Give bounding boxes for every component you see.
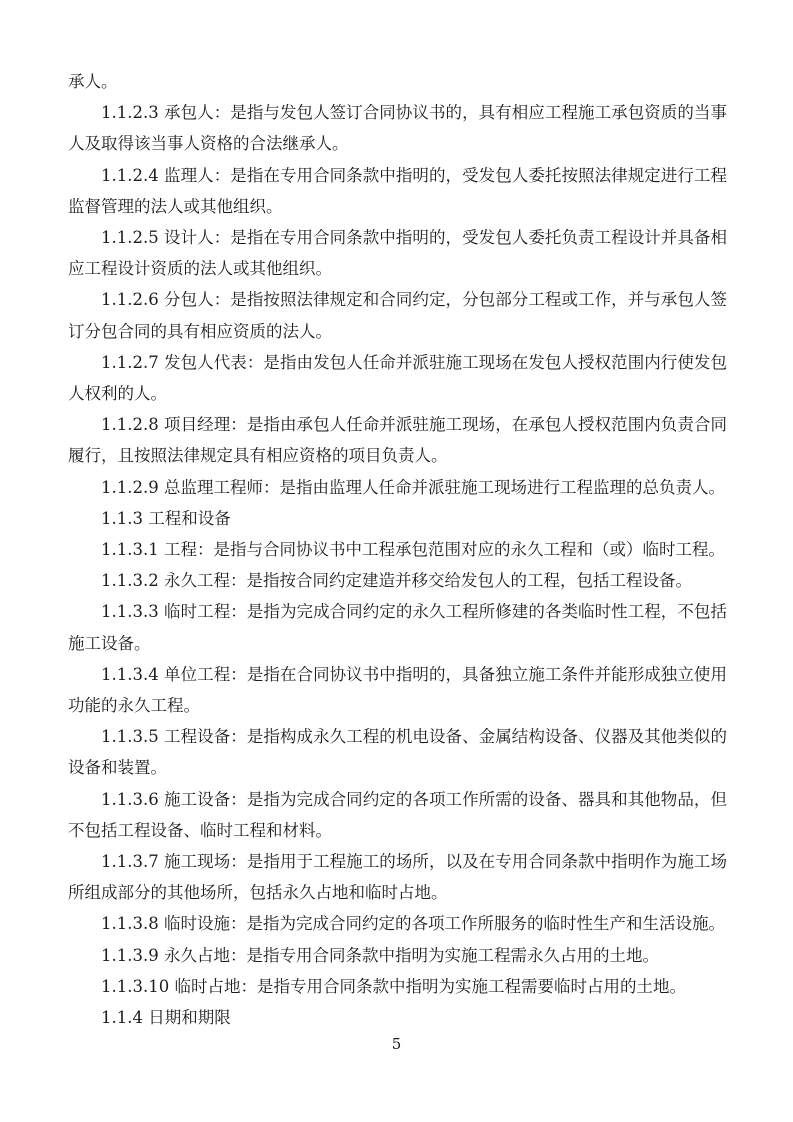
clause-1-1-3-2: 1.1.3.2 永久工程：是指按合同约定建造并移交给发包人的工程，包括工程设备。 [101, 571, 692, 591]
clause-1-1-2-4: 1.1.2.4 监理人：是指在专用合同条款中指明的，受发包人委托按照法律规定进行工程监督管理的法人或其他组织。 [68, 165, 727, 216]
clause-1-1-3-4: 1.1.3.4 单位工程：是指在合同协议书中指明的，具备独立施工条件并能形成独立使用功能的永久工程。 [68, 664, 727, 716]
clause-1-1-2-9: 1.1.2.9 总监理工程师：是指由监理人任命并派驻施工现场进行工程监理的总负责人。 [101, 477, 725, 497]
clause-1-1-2-7: 1.1.2.7 发包人代表：是指由发包人任命并派驻施工现场在发包人授权范围内行使发包人权利的人。 [68, 352, 727, 404]
clause-1-1-2-6: 1.1.2.6 分包人：是指按照法律规定和合同约定，分包部分工程或工作，并与承包人签订分包合同的具有相应资质的法人。 [68, 290, 727, 341]
clause-1-1-3-5: 1.1.3.5 工程设备：是指构成永久工程的机电设备、金属结构设备、仪器及其他类似的设备和装置。 [68, 727, 727, 778]
clause-1-1-3-10: 1.1.3.10 临时占地：是指专用合同条款中指明为实施工程需要临时占用的土地。 [101, 976, 686, 996]
heading-1-1-4: 1.1.4 日期和期限 [101, 1008, 231, 1028]
page-number: 5 [391, 1035, 402, 1053]
clause-1-1-3-6: 1.1.3.6 施工设备：是指为完成合同约定的各项工作所需的设备、器具和其他物品，但不包括工程设备、临时工程和材料。 [68, 789, 727, 840]
paragraph-continuation: 承人。 [68, 72, 118, 91]
clause-1-1-3-9: 1.1.3.9 永久占地：是指专用合同条款中指明为实施工程需永久占用的土地。 [101, 945, 659, 965]
clause-1-1-3-8: 1.1.3.8 临时设施：是指为完成合同约定的各项工作所服务的临时性生产和生活设施。 [101, 914, 725, 934]
clause-1-1-3-3: 1.1.3.3 临时工程：是指为完成合同约定的永久工程所修建的各类临时性工程，不包括施工设备。 [68, 602, 727, 653]
clause-1-1-2-3: 1.1.2.3 承包人：是指与发包人签订合同协议书的，具有相应工程施工承包资质的当事人及取得该当事人资格的合法继承人。 [68, 103, 727, 154]
clause-1-1-3-1: 1.1.3.1 工程：是指与合同协议书中工程承包范围对应的永久工程和（或）临时工程。 [101, 540, 725, 560]
clause-1-1-3-7: 1.1.3.7 施工现场：是指用于工程施工的场所，以及在专用合同条款中指明作为施工场所组成部分的其他场所，包括永久占地和临时占地。 [68, 852, 727, 903]
clause-1-1-2-8: 1.1.2.8 项目经理：是指由承包人任命并派驻施工现场，在承包人授权范围内负责合同履行，且按照法律规定具有相应资格的项目负责人。 [68, 415, 727, 466]
heading-1-1-3: 1.1.3 工程和设备 [101, 508, 231, 528]
clause-1-1-2-5: 1.1.2.5 设计人：是指在专用合同条款中指明的，受发包人委托负责工程设计并具备相应工程设计资质的法人或其他组织。 [68, 228, 727, 279]
